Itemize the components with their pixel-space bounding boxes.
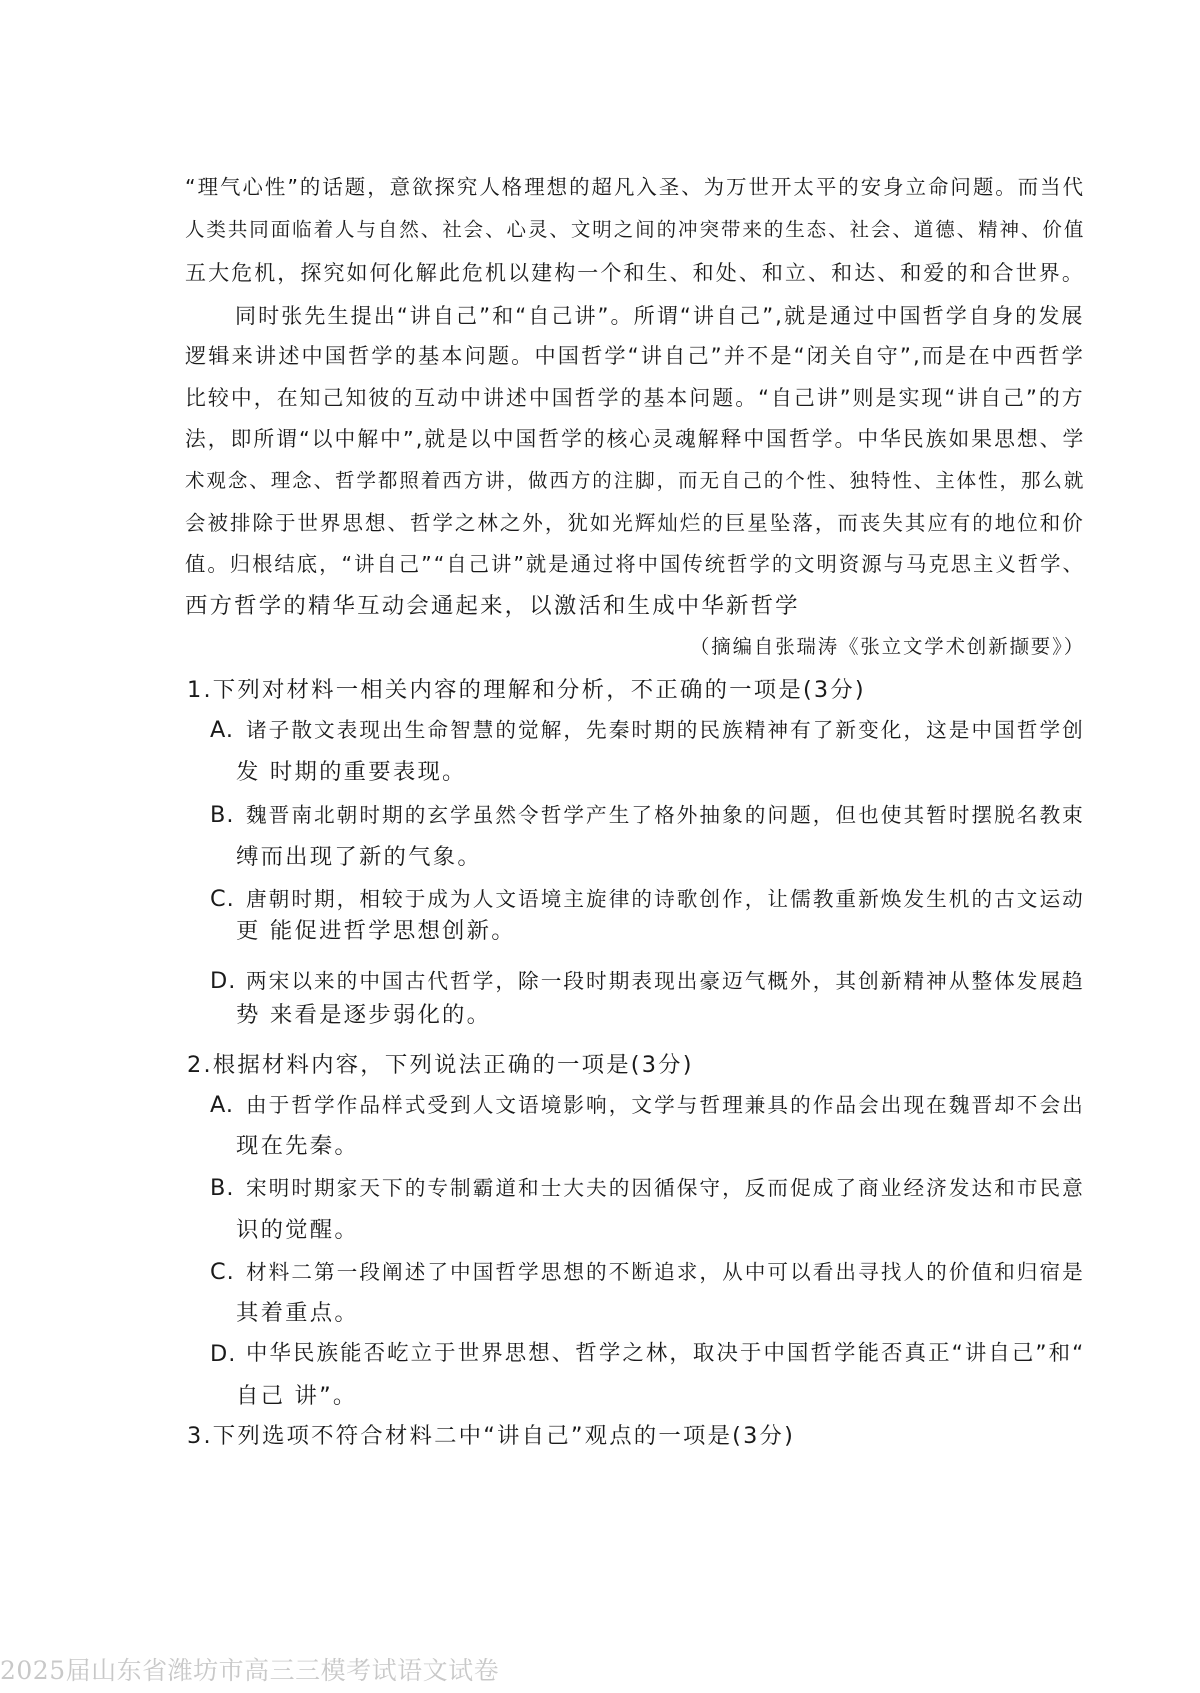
passage-para2-line4: 法，即所谓“以中解中”,就是以中国哲学的核心灵魂解释中国哲学。中华民族如果思想、学 (185, 427, 1086, 451)
q1-option-b-label: B. (210, 802, 235, 828)
q2-option-b-text-cont: 识的觉醒。 (236, 1217, 359, 1243)
q2-option-b-text: 宋明时期家天下的专制霸道和士大夫的因循保守，反而促成了商业经济发达和市民意 (246, 1176, 1085, 1200)
q1-option-a-text-cont: 发 时期的重要表现。 (236, 759, 467, 785)
q1-option-d-label: D. (210, 968, 237, 994)
passage-para1-line3: 五大危机，探究如何化解此危机以建构一个和生、和处、和立、和达、和爱的和合世界。 (185, 260, 1085, 285)
q1-option-b-text-cont: 缚而出现了新的气象。 (236, 844, 482, 870)
q2-option-b-label: B. (210, 1175, 235, 1201)
q1-option-b-text: 魏晋南北朝时期的玄学虽然令哲学产生了格外抽象的问题，但也使其暂时摆脱名教束 (246, 803, 1085, 827)
passage-para2-line1: 同时张先生提出“讲自己”和“自己讲”。所谓“讲自己”,就是通过中国哲学自身的发展 (235, 303, 1085, 328)
q1-option-a-label: A. (210, 717, 235, 743)
q2-option-a-text: 由于哲学作品样式受到人文语境影响，文学与哲理兼具的作品会出现在魏晋却不会出 (246, 1093, 1085, 1117)
q1-option-a-text: 诸子散文表现出生命智慧的觉解，先秦时期的民族精神有了新变化，这是中国哲学创 (246, 718, 1085, 742)
q2-option-d-text: 中华民族能否屹立于世界思想、哲学之林，取决于中国哲学能否真正“讲自己”和“ (246, 1341, 1086, 1366)
passage-para1-line1: “理气心性”的话题，意欲探究人格理想的超凡入圣、为万世开太平的安身立命问题。而当代 (185, 175, 1086, 199)
question-3-stem: 3.下列选项不符合材料二中“讲自己”观点的一项是(3分) (187, 1423, 796, 1449)
q2-option-c-text-cont: 其着重点。 (236, 1300, 359, 1326)
passage-para2-line2: 逻辑来讲述中国哲学的基本问题。中国哲学“讲自己”并不是“闭关自守”,而是在中西哲学 (185, 344, 1085, 369)
question-2-stem: 2.根据材料内容，下列说法正确的一项是(3分) (187, 1052, 694, 1078)
passage-para2-line5: 术观念、理念、哲学都照着西方讲，做西方的注脚，而无自己的个性、独特性、主体性，那么就 (185, 469, 1086, 492)
watermark-footer: 2025届山东省潍坊市高三三模考试语文试卷 (0, 1656, 500, 1685)
passage-para2-line6: 会被排除于世界思想、哲学之林之外，犹如光辉灿烂的巨星坠落，而丧失其应有的地位和价 (185, 511, 1085, 535)
q2-option-a-text-cont: 现在先秦。 (236, 1133, 359, 1159)
passage-source: （摘编自张瑞涛《张立文学术创新撷要》） (690, 635, 1086, 658)
passage-para2-line7: 值。归根结底，“讲自己”“自己讲”就是通过将中国传统哲学的文明资源与马克思主义哲学、 (185, 552, 1085, 576)
passage-para2-line3: 比较中，在知己知彼的互动中讲述中国哲学的基本问题。“自己讲”则是实现“讲自己”的方 (185, 386, 1085, 410)
question-1-stem: 1.下列对材料一相关内容的理解和分析，不正确的一项是(3分) (187, 677, 866, 703)
q2-option-d-text-cont: 自己 讲”。 (236, 1383, 358, 1409)
q1-option-c-text-cont: 更 能促进哲学思想创新。 (236, 918, 516, 944)
q1-option-c-label: C. (210, 886, 235, 912)
q1-option-d-text-cont: 势 来看是逐步弱化的。 (236, 1002, 492, 1028)
q1-option-d-text: 两宋以来的中国古代哲学，除一段时期表现出豪迈气概外，其创新精神从整体发展趋 (246, 969, 1085, 993)
q2-option-a-label: A. (210, 1092, 235, 1118)
q2-option-d-label: D. (210, 1341, 237, 1367)
passage-para1-line2: 人类共同面临着人与自然、社会、心灵、文明之间的冲突带来的生态、社会、道德、精神、价值 (185, 218, 1086, 241)
q2-option-c-label: C. (210, 1259, 235, 1285)
q1-option-c-text: 唐朝时期，相较于成为人文语境主旋律的诗歌创作，让儒教重新焕发生机的古文运动 (246, 887, 1085, 911)
q2-option-c-text: 材料二第一段阐述了中国哲学思想的不断追求，从中可以看出寻找人的价值和归宿是 (246, 1260, 1085, 1284)
passage-para2-line8: 西方哲学的精华互动会通起来，以激活和生成中华新哲学 (185, 593, 800, 619)
